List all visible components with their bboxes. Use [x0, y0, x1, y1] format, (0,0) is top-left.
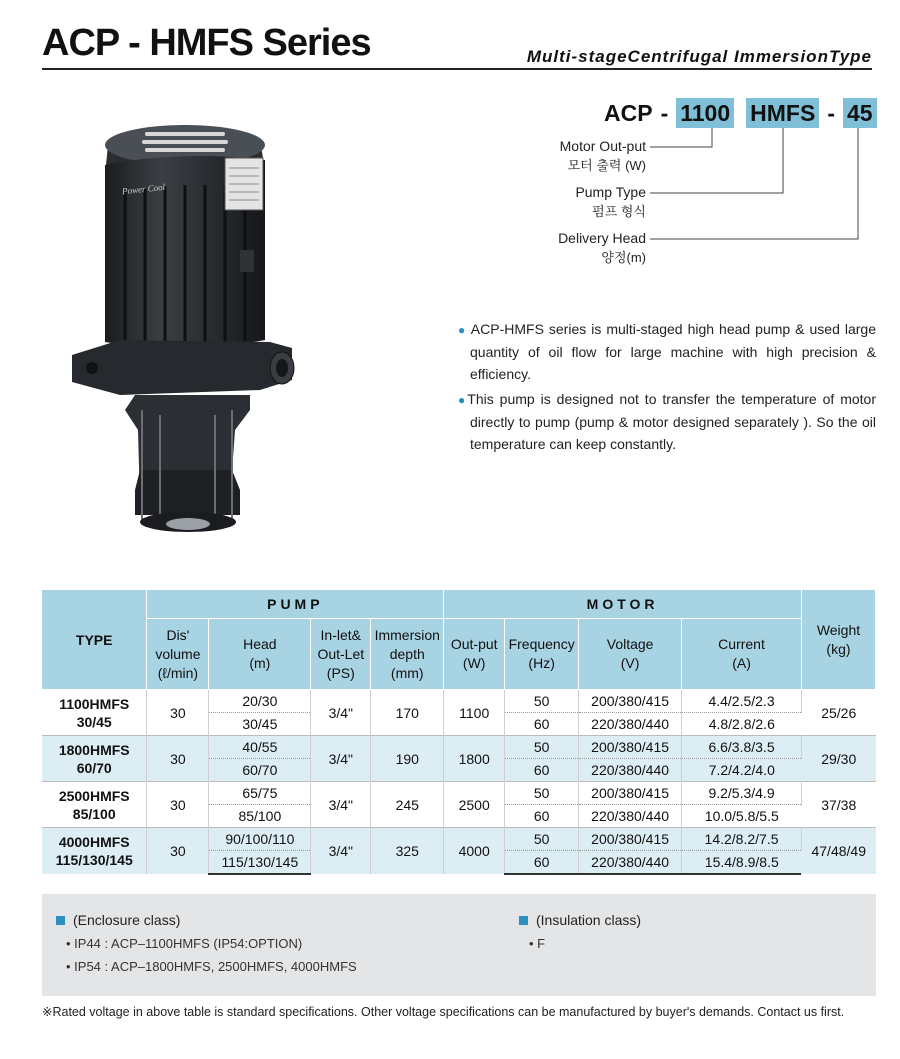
- current-cell: 4.4/2.5/2.3: [682, 690, 802, 713]
- depth-cell: 190: [371, 736, 444, 782]
- inlet-outlet-header: In-let& Out-Let (PS): [311, 619, 371, 690]
- product-brand-label: Power Cool: [121, 181, 166, 197]
- enclosure-class-notes: [56, 912, 357, 974]
- voltage-cell: 220/380/440: [579, 759, 682, 782]
- depth-cell: 325: [371, 828, 444, 875]
- frequency-cell: 60: [505, 759, 579, 782]
- current-cell: 4.8/2.8/2.6: [682, 713, 802, 736]
- bullet-icon: ●: [458, 393, 468, 407]
- notes-panel: [42, 894, 876, 996]
- model-code-dash: -: [660, 99, 669, 126]
- head-header: Head (m): [209, 619, 311, 690]
- voltage-cell: 200/380/415: [579, 690, 682, 713]
- volume-cell: 30: [147, 828, 209, 875]
- motor-group-header: MOTOR: [444, 590, 802, 619]
- model-code-output: 1100: [676, 98, 734, 128]
- head-cell: 85/100: [209, 805, 311, 828]
- output-cell: 2500: [444, 782, 505, 828]
- decoder-label-head: Delivery Head 양정(m): [558, 230, 646, 265]
- table-row: [42, 782, 876, 805]
- voltage-cell: 220/380/440: [579, 851, 682, 875]
- depth-cell: 245: [371, 782, 444, 828]
- output-cell: 1100: [444, 690, 505, 736]
- model-code-prefix: ACP: [604, 99, 653, 126]
- volume-cell: 30: [147, 782, 209, 828]
- table-row: [42, 736, 876, 759]
- type-header: TYPE: [42, 590, 147, 690]
- square-bullet-icon: [519, 916, 528, 925]
- output-header: Out-put (W): [444, 619, 505, 690]
- product-description: [458, 318, 876, 458]
- current-cell: 14.2/8.2/7.5: [682, 828, 802, 851]
- voltage-header: Voltage (V): [579, 619, 682, 690]
- bullet-icon: ●: [458, 323, 471, 337]
- description-paragraph: ●This pump is designed not to transfer the temperature of motor directly to pump (pump & motor designed separately ). So the oil temperature can keep constantly.: [458, 391, 877, 452]
- head-cell: 20/30: [209, 690, 311, 713]
- inlet-cell: 3/4": [311, 736, 371, 782]
- model-code-dash: -: [827, 99, 835, 126]
- current-cell: 15.4/8.9/8.5: [682, 851, 802, 875]
- frequency-cell: 60: [505, 713, 579, 736]
- pump-group-header: PUMP: [147, 590, 444, 619]
- weight-header: Weight (kg): [801, 590, 875, 690]
- insulation-class-notes: [519, 912, 641, 951]
- spec-table: [42, 590, 876, 875]
- frequency-cell: 50: [505, 736, 579, 759]
- square-bullet-icon: [56, 916, 65, 925]
- current-header: Current (A): [682, 619, 802, 690]
- page-subtitle: Multi-stageCentrifugal ImmersionType: [526, 47, 872, 66]
- insulation-class-title: (Insulation class): [536, 912, 642, 928]
- insulation-item: • F: [529, 936, 546, 951]
- frequency-header: Frequency (Hz): [505, 619, 579, 690]
- voltage-cell: 200/380/415: [579, 828, 682, 851]
- frequency-cell: 60: [505, 851, 579, 875]
- current-cell: 7.2/4.2/4.0: [682, 759, 802, 782]
- description-paragraph: ● ACP-HMFS series is multi-staged high head pump & used large quantity of oil flow for large machine with high precision & efficiency.: [458, 321, 876, 382]
- decoder-label-output: Motor Out-put 모터 출력 (W): [559, 138, 646, 173]
- enclosure-item: • IP54 : ACP–1800HMFS, 2500HMFS, 4000HMFS: [66, 959, 357, 974]
- current-cell: 6.6/3.8/3.5: [682, 736, 802, 759]
- model-code-head: 45: [843, 98, 877, 128]
- voltage-cell: 200/380/415: [579, 736, 682, 759]
- volume-cell: 30: [147, 736, 209, 782]
- current-cell: 9.2/5.3/4.9: [682, 782, 802, 805]
- pump-product-image: [60, 110, 310, 540]
- inlet-cell: 3/4": [311, 782, 371, 828]
- frequency-cell: 50: [505, 782, 579, 805]
- type-cell: 4000HMFS 115/130/145: [42, 828, 147, 875]
- depth-cell: 170: [371, 690, 444, 736]
- voltage-cell: 220/380/440: [579, 805, 682, 828]
- head-cell: 30/45: [209, 713, 311, 736]
- page-title: ACP - HMFS Series: [42, 22, 371, 64]
- immersion-depth-header: Immersion depth (mm): [371, 619, 444, 690]
- type-cell: 1800HMFS 60/70: [42, 736, 147, 782]
- weight-cell: 25/26: [801, 690, 875, 736]
- dis-volume-header: Dis' volume (ℓ/min): [147, 619, 209, 690]
- voltage-cell: 200/380/415: [579, 782, 682, 805]
- inlet-cell: 3/4": [311, 690, 371, 736]
- type-cell: 1100HMFS 30/45: [42, 690, 147, 736]
- enclosure-class-title: (Enclosure class): [73, 912, 181, 928]
- model-code-type: HMFS: [746, 98, 819, 128]
- inlet-cell: 3/4": [311, 828, 371, 875]
- head-cell: 60/70: [209, 759, 311, 782]
- output-cell: 1800: [444, 736, 505, 782]
- volume-cell: 30: [147, 690, 209, 736]
- weight-cell: 29/30: [801, 736, 875, 782]
- frequency-cell: 50: [505, 690, 579, 713]
- frequency-cell: 50: [505, 828, 579, 851]
- head-cell: 115/130/145: [209, 851, 311, 875]
- current-cell: 10.0/5.8/5.5: [682, 805, 802, 828]
- frequency-cell: 60: [505, 805, 579, 828]
- weight-cell: 47/48/49: [801, 828, 875, 875]
- weight-cell: 37/38: [801, 782, 875, 828]
- table-row: [42, 690, 876, 713]
- head-cell: 90/100/110: [209, 828, 311, 851]
- footnote: ※Rated voltage in above table is standard specifications. Other voltage specifications can be manufactured by buyer's demands. Contact us first.: [42, 1005, 845, 1019]
- table-row: [42, 828, 876, 851]
- output-cell: 4000: [444, 828, 505, 875]
- head-cell: 40/55: [209, 736, 311, 759]
- head-cell: 65/75: [209, 782, 311, 805]
- type-cell: 2500HMFS 85/100: [42, 782, 147, 828]
- voltage-cell: 220/380/440: [579, 713, 682, 736]
- decoder-label-type: Pump Type 펌프 형식: [575, 184, 646, 219]
- enclosure-item: • IP44 : ACP–1100HMFS (IP54:OPTION): [66, 936, 303, 951]
